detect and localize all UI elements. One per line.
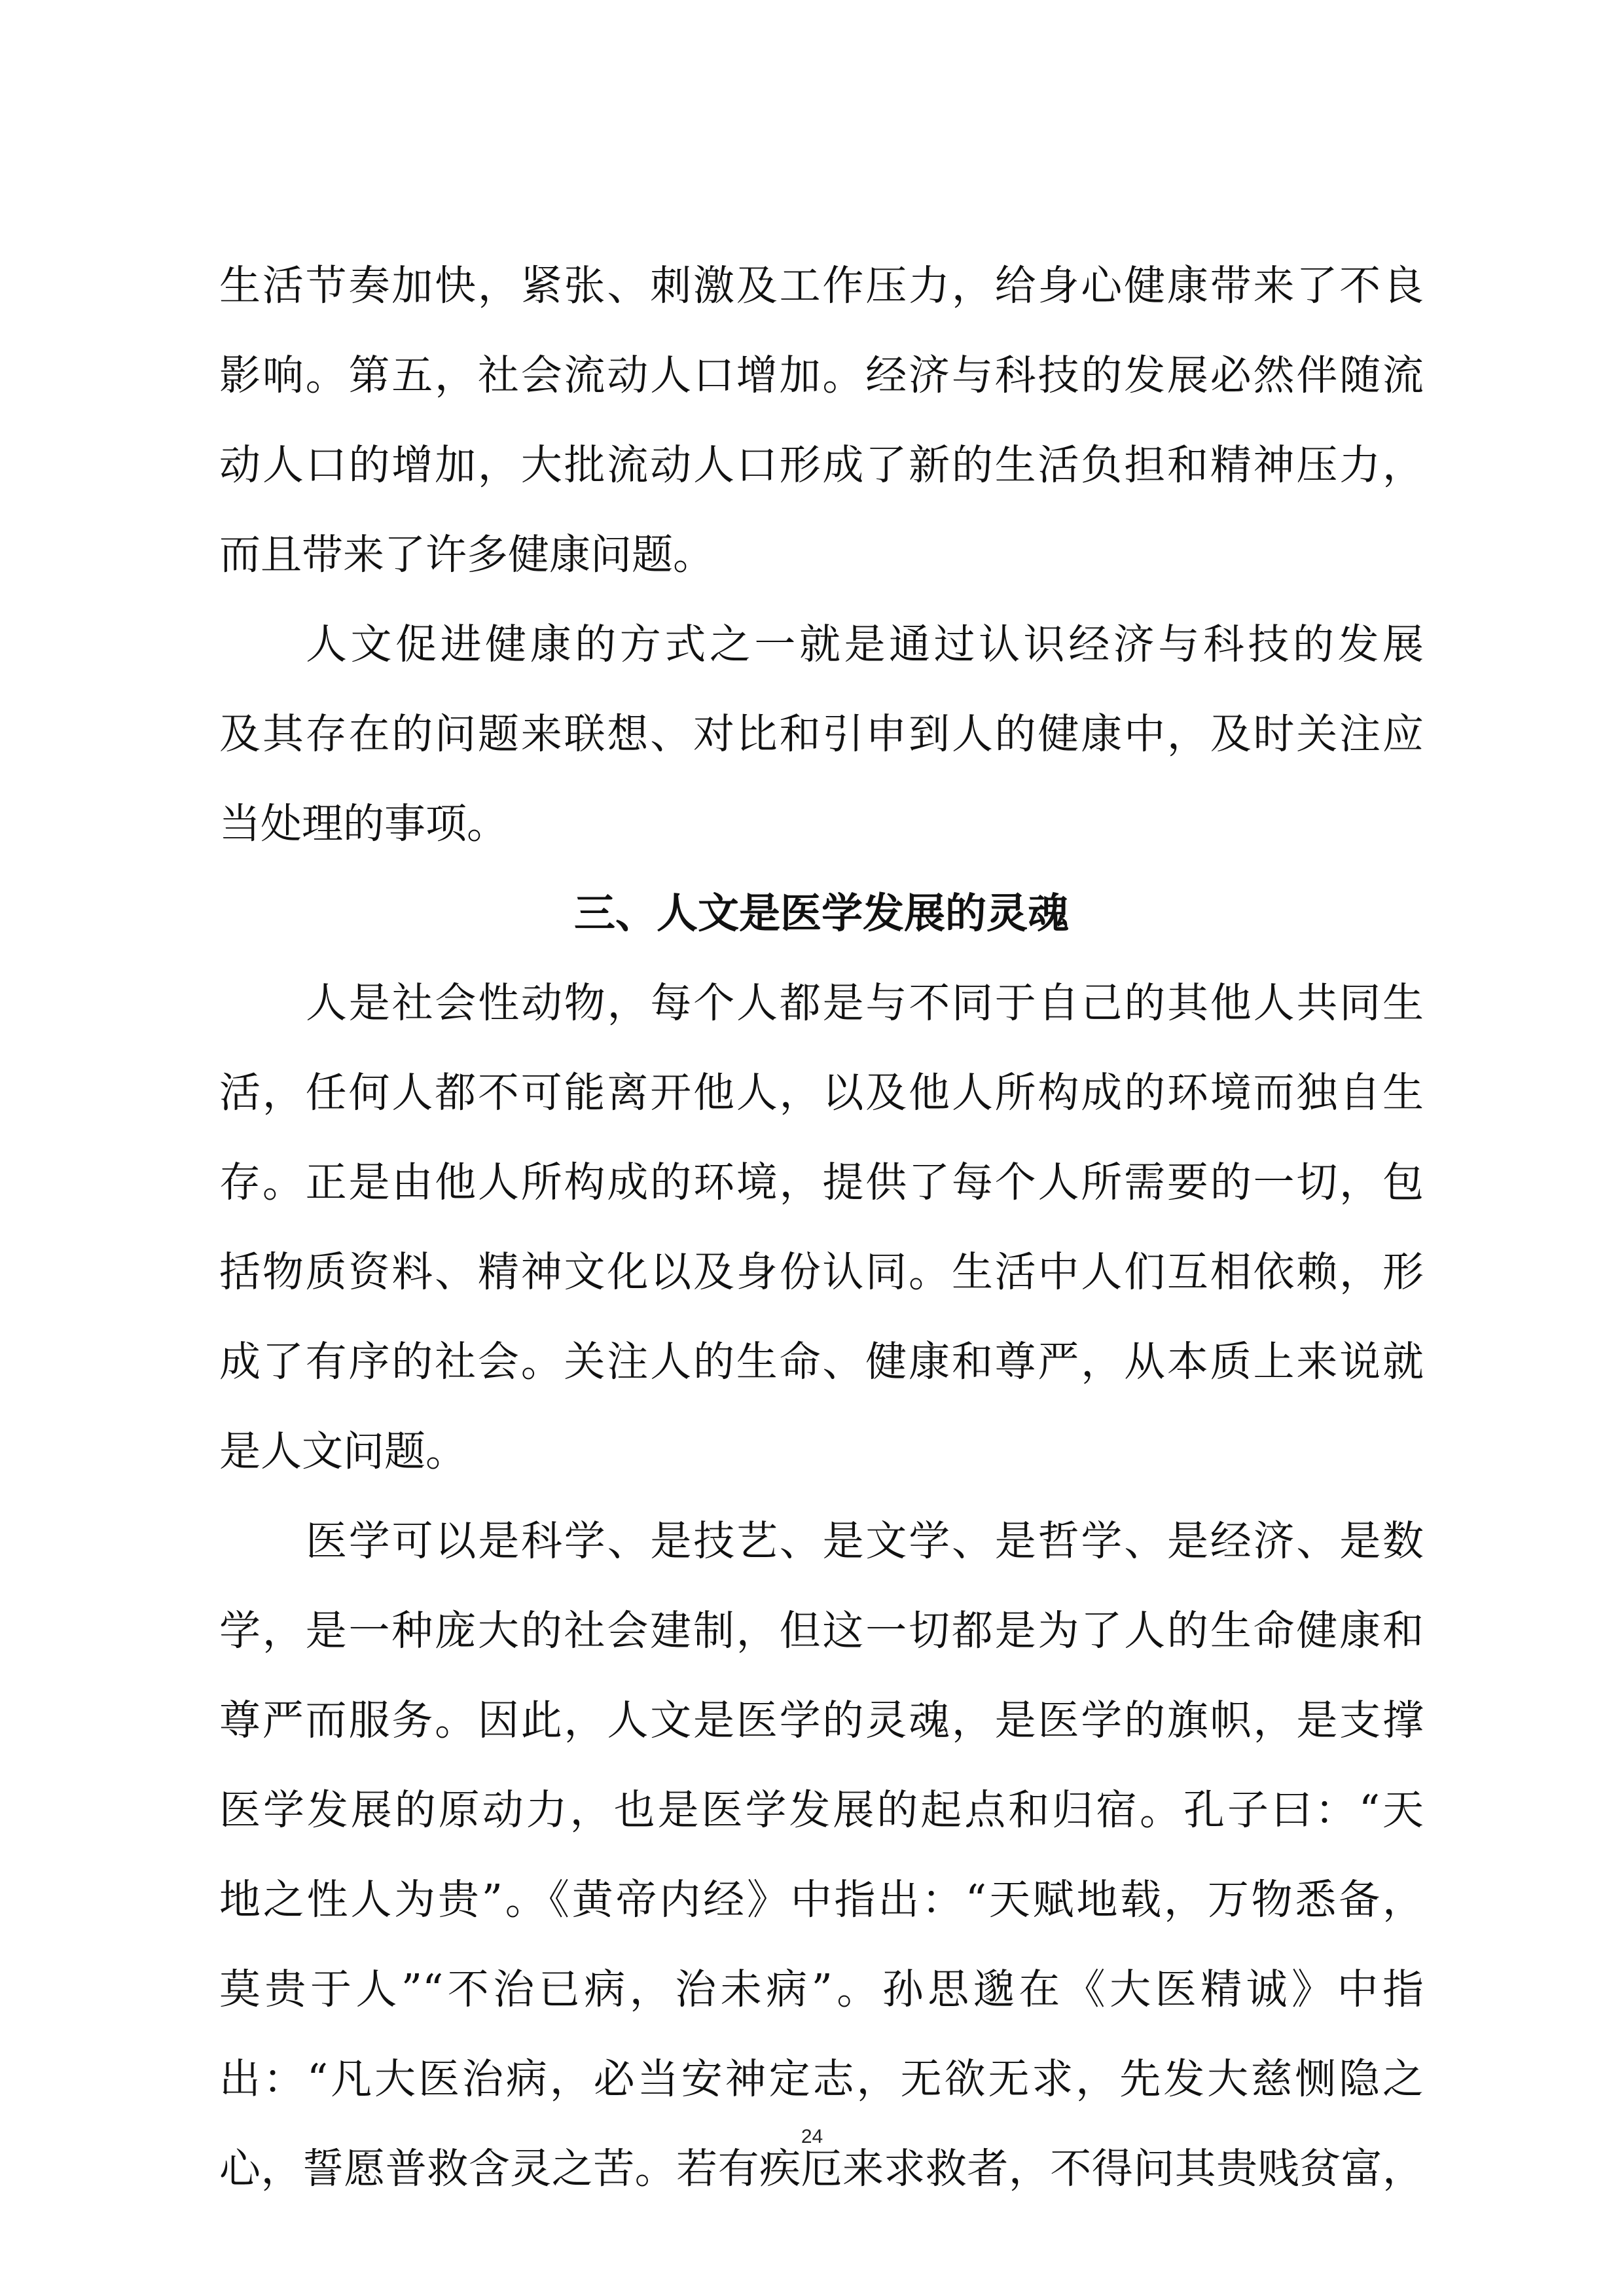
text-line: 学，是一种庞大的社会建制，但这一切都是为了人的生命健康和	[219, 1607, 1424, 1655]
text-line: 莫贵于人”“不治已病，治未病”。孙思邈在《大医精诚》中指	[219, 1965, 1424, 2013]
text-line: 医学可以是科学、是技艺、是文学、是哲学、是经济、是数	[306, 1517, 1424, 1565]
text-line: 是人文问题。	[219, 1427, 467, 1475]
text-line: 影响。第五，社会流动人口增加。经济与科技的发展必然伴随流	[219, 351, 1424, 399]
text-line: 地之性人为贵”。《黄帝内经》中指出：“天赋地载，万物悉备，	[219, 1876, 1424, 1924]
text-line: 成了有序的社会。关注人的生命、健康和尊严，从本质上来说就	[219, 1338, 1424, 1386]
text-line: 人是社会性动物，每个人都是与不同于自己的其他人共同生	[306, 979, 1424, 1027]
text-line: 人文促进健康的方式之一就是通过认识经济与科技的发展	[306, 620, 1424, 668]
text-line: 活，任何人都不可能离开他人，以及他人所构成的环境而独自生	[219, 1069, 1424, 1117]
text-line: 心，誓愿普救含灵之苦。若有疾厄来求救者，不得问其贵贱贫富，	[219, 2145, 1424, 2193]
section-heading: 三、人文是医学发展的灵魂	[574, 889, 1069, 937]
text-line: 当处理的事项。	[219, 800, 508, 848]
text-line: 而且带来了许多健康问题。	[219, 531, 714, 579]
text-line: 生活节奏加快，紧张、刺激及工作压力，给身心健康带来了不良	[219, 262, 1424, 310]
text-line: 出：“凡大医治病，必当安神定志，无欲无求，先发大慈恻隐之	[219, 2055, 1424, 2103]
page-number: 24	[801, 2126, 823, 2147]
text-line: 存。正是由他人所构成的环境，提供了每个人所需要的一切，包	[219, 1158, 1424, 1206]
body-text	[219, 241, 1424, 2214]
text-line: 及其存在的问题来联想、对比和引申到人的健康中，及时关注应	[219, 710, 1424, 758]
text-line: 医学发展的原动力，也是医学发展的起点和归宿。孔子曰：“天	[219, 1786, 1424, 1834]
text-line: 动人口的增加，大批流动人口形成了新的生活负担和精神压力，	[219, 441, 1424, 489]
text-line: 尊严而服务。因此，人文是医学的灵魂，是医学的旗帜，是支撑	[219, 1696, 1424, 1744]
text-line: 括物质资料、精神文化以及身份认同。生活中人们互相依赖，形	[219, 1248, 1424, 1296]
